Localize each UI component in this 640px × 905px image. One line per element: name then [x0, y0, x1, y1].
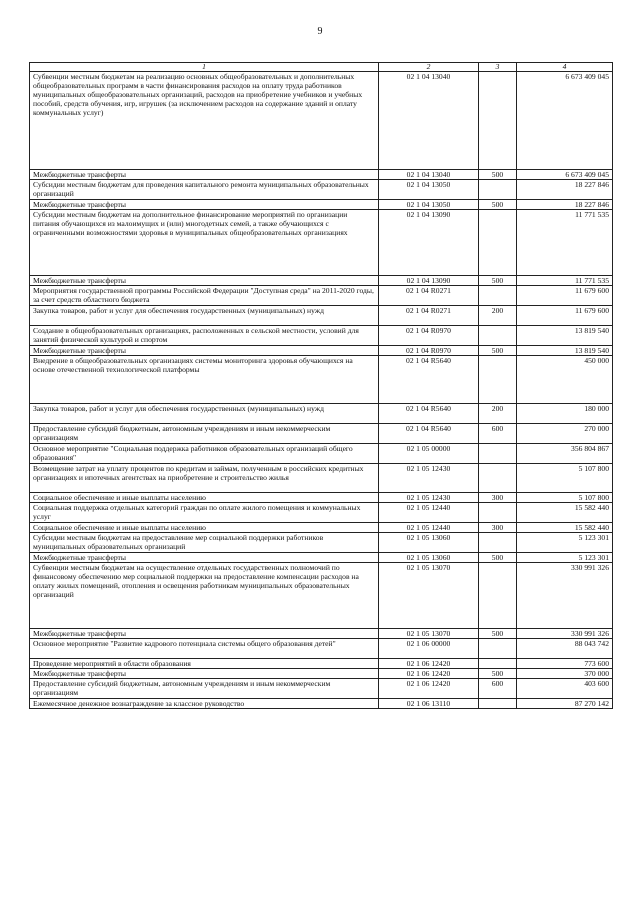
row-code-cell: 02 1 05 13060	[379, 533, 479, 553]
row-amount-cell: 6 673 409 045	[517, 72, 613, 170]
row-type-cell: 200	[479, 404, 517, 424]
row-type-cell: 300	[479, 493, 517, 503]
row-code-cell: 02 1 04 R5640	[379, 356, 479, 404]
row-amount-cell: 11 771 535	[517, 276, 613, 286]
row-code-cell: 02 1 05 12430	[379, 464, 479, 493]
row-code-cell: 02 1 05 12440	[379, 503, 479, 523]
row-amount-cell: 5 107 800	[517, 464, 613, 493]
row-name-cell: Социальная поддержка отдельных категорий граждан по оплате жилого помещения и коммунальных услуг	[30, 503, 379, 523]
table-row	[30, 493, 613, 503]
row-type-cell	[479, 503, 517, 523]
row-code-cell: 02 1 04 13040	[379, 72, 479, 170]
table-row	[30, 533, 613, 553]
row-name-cell: Межбюджетные трансферты	[30, 200, 379, 210]
row-amount-cell: 180 000	[517, 404, 613, 424]
row-amount-cell: 15 582 440	[517, 503, 613, 523]
row-code-cell: 02 1 04 R0271	[379, 306, 479, 326]
row-type-cell	[479, 464, 517, 493]
row-type-cell	[479, 659, 517, 669]
row-name-cell: Предоставление субсидий бюджетным, автономным учреждениям и иным некоммерческим организациям	[30, 424, 379, 444]
row-amount-cell: 11 679 600	[517, 286, 613, 306]
row-name-cell: Межбюджетные трансферты	[30, 170, 379, 180]
header-col-4: 4	[517, 63, 613, 72]
row-type-cell: 300	[479, 523, 517, 533]
table-row	[30, 346, 613, 356]
row-name-cell: Основное мероприятие "Социальная поддержка работников образовательных организаций общего образования"	[30, 444, 379, 464]
row-amount-cell: 773 600	[517, 659, 613, 669]
row-amount-cell: 13 819 540	[517, 346, 613, 356]
row-amount-cell: 270 000	[517, 424, 613, 444]
row-type-cell: 600	[479, 424, 517, 444]
table-row	[30, 326, 613, 346]
table-row	[30, 72, 613, 170]
row-amount-cell: 15 582 440	[517, 523, 613, 533]
row-type-cell	[479, 563, 517, 629]
row-name-cell: Возмещение затрат на уплату процентов по кредитам и займам, полученным в российских кредитных организациях и ипотечных агентствах на приобретение и строительство жилья	[30, 464, 379, 493]
row-type-cell: 500	[479, 346, 517, 356]
row-amount-cell: 403 600	[517, 679, 613, 699]
row-type-cell	[479, 286, 517, 306]
row-name-cell: Ежемесячное денежное вознаграждение за классное руководство	[30, 699, 379, 709]
row-code-cell: 02 1 04 13050	[379, 180, 479, 200]
row-code-cell: 02 1 05 12430	[379, 493, 479, 503]
row-amount-cell: 18 227 846	[517, 180, 613, 200]
row-code-cell: 02 1 06 00000	[379, 639, 479, 659]
table-row	[30, 424, 613, 444]
row-type-cell: 500	[479, 629, 517, 639]
row-code-cell: 02 1 04 R0970	[379, 326, 479, 346]
row-amount-cell: 330 991 326	[517, 563, 613, 629]
table-row	[30, 629, 613, 639]
row-amount-cell: 370 000	[517, 669, 613, 679]
row-amount-cell: 11 771 535	[517, 210, 613, 276]
row-type-cell	[479, 444, 517, 464]
table-row	[30, 210, 613, 276]
row-code-cell: 02 1 06 12420	[379, 679, 479, 699]
row-code-cell: 02 1 04 R0271	[379, 286, 479, 306]
table-row	[30, 356, 613, 404]
table-header-row	[30, 63, 613, 72]
row-name-cell: Социальное обеспечение и иные выплаты населению	[30, 523, 379, 533]
table-row	[30, 286, 613, 306]
row-type-cell: 500	[479, 200, 517, 210]
row-amount-cell: 87 270 142	[517, 699, 613, 709]
row-amount-cell: 5 107 800	[517, 493, 613, 503]
row-name-cell: Субвенции местным бюджетам на реализацию основных общеобразовательных и дополнительных общеобразовательных программ в части финансирования расходов на оплату труда работников муниципальных общеобразовательных организаций, расходов на приобретение учебников и учебных пособий, средств обучения, игр, игрушек (за исключением расходов на содержание зданий и оплату коммунальных услуг)	[30, 72, 379, 170]
table-row	[30, 659, 613, 669]
row-type-cell: 500	[479, 669, 517, 679]
row-name-cell: Субвенции местным бюджетам на осуществление отдельных государственных полномочий по финансовому обеспечению мер социальной поддержки на предоставление компенсации расходов на оплату жилых помещений, отопления и освещения работникам муниципальных образовательных организаций	[30, 563, 379, 629]
row-name-cell: Межбюджетные трансферты	[30, 276, 379, 286]
row-name-cell: Мероприятия государственной программы Российской Федерации "Доступная среда" на 2011-2020 годы, за счет средств областного бюджета	[30, 286, 379, 306]
row-code-cell: 02 1 05 13070	[379, 563, 479, 629]
row-type-cell	[479, 699, 517, 709]
row-code-cell: 02 1 06 12420	[379, 669, 479, 679]
table-row	[30, 170, 613, 180]
table-row	[30, 404, 613, 424]
table-row	[30, 679, 613, 699]
row-amount-cell: 13 819 540	[517, 326, 613, 346]
row-name-cell: Создание в общеобразовательных организациях, расположенных в сельской местности, условий для занятий физической культурой и спортом	[30, 326, 379, 346]
row-type-cell: 500	[479, 170, 517, 180]
table-row	[30, 669, 613, 679]
table-row	[30, 503, 613, 523]
row-type-cell: 600	[479, 679, 517, 699]
table-row	[30, 563, 613, 629]
row-code-cell: 02 1 05 00000	[379, 444, 479, 464]
row-code-cell: 02 1 04 13090	[379, 276, 479, 286]
table-row	[30, 464, 613, 493]
row-type-cell: 200	[479, 306, 517, 326]
table-row	[30, 523, 613, 533]
row-type-cell	[479, 180, 517, 200]
header-col-2: 2	[379, 63, 479, 72]
row-code-cell: 02 1 04 13090	[379, 210, 479, 276]
row-code-cell: 02 1 06 12420	[379, 659, 479, 669]
row-amount-cell: 5 123 301	[517, 533, 613, 553]
row-amount-cell: 11 679 600	[517, 306, 613, 326]
table-row	[30, 444, 613, 464]
table-row	[30, 699, 613, 709]
row-amount-cell: 88 043 742	[517, 639, 613, 659]
row-code-cell: 02 1 04 R0970	[379, 346, 479, 356]
row-amount-cell: 450 000	[517, 356, 613, 404]
row-type-cell	[479, 72, 517, 170]
row-name-cell: Субсидии местным бюджетам на дополнительное финансирование мероприятий по организации питания обучающихся из малоимущих и (или) многодетных семей, а также обучающихся с ограниченными возможностями здоровья в муниципальных общеобразовательных организациях	[30, 210, 379, 276]
row-code-cell: 02 1 05 13070	[379, 629, 479, 639]
row-type-cell	[479, 639, 517, 659]
row-name-cell: Предоставление субсидий бюджетным, автономным учреждениям и иным некоммерческим организациям	[30, 679, 379, 699]
row-amount-cell: 5 123 301	[517, 553, 613, 563]
row-type-cell	[479, 356, 517, 404]
row-code-cell: 02 1 06 13110	[379, 699, 479, 709]
budget-table	[29, 62, 613, 709]
row-name-cell: Основное мероприятие "Развитие кадрового потенциала системы общего образования детей"	[30, 639, 379, 659]
table-row	[30, 200, 613, 210]
row-name-cell: Межбюджетные трансферты	[30, 669, 379, 679]
row-code-cell: 02 1 05 13060	[379, 553, 479, 563]
table-row	[30, 553, 613, 563]
page-number: 9	[317, 26, 323, 37]
row-type-cell	[479, 533, 517, 553]
table-row	[30, 306, 613, 326]
row-type-cell: 500	[479, 276, 517, 286]
row-code-cell: 02 1 04 13040	[379, 170, 479, 180]
row-code-cell: 02 1 04 13050	[379, 200, 479, 210]
row-name-cell: Субсидии местным бюджетам для проведения капитального ремонта муниципальных образовательных организаций	[30, 180, 379, 200]
row-name-cell: Межбюджетные трансферты	[30, 553, 379, 563]
row-code-cell: 02 1 04 R5640	[379, 404, 479, 424]
row-type-cell: 500	[479, 553, 517, 563]
row-type-cell	[479, 326, 517, 346]
row-amount-cell: 330 991 326	[517, 629, 613, 639]
row-amount-cell: 6 673 409 045	[517, 170, 613, 180]
row-amount-cell: 18 227 846	[517, 200, 613, 210]
row-name-cell: Межбюджетные трансферты	[30, 346, 379, 356]
row-name-cell: Проведение мероприятий в области образования	[30, 659, 379, 669]
table-row	[30, 276, 613, 286]
header-col-1: 1	[30, 63, 379, 72]
row-amount-cell: 356 804 867	[517, 444, 613, 464]
row-name-cell: Закупка товаров, работ и услуг для обеспечения государственных (муниципальных) нужд	[30, 306, 379, 326]
row-code-cell: 02 1 05 12440	[379, 523, 479, 533]
row-name-cell: Внедрение в общеобразовательных организациях системы мониторинга здоровья обучающихся на основе отечественной технологической платформы	[30, 356, 379, 404]
row-type-cell	[479, 210, 517, 276]
header-col-3: 3	[479, 63, 517, 72]
row-name-cell: Социальное обеспечение и иные выплаты населению	[30, 493, 379, 503]
row-name-cell: Закупка товаров, работ и услуг для обеспечения государственных (муниципальных) нужд	[30, 404, 379, 424]
table-row	[30, 180, 613, 200]
row-code-cell: 02 1 04 R5640	[379, 424, 479, 444]
row-name-cell: Субсидии местным бюджетам на предоставление мер социальной поддержки работников муниципальных образовательных организаций	[30, 533, 379, 553]
row-name-cell: Межбюджетные трансферты	[30, 629, 379, 639]
table-row	[30, 639, 613, 659]
